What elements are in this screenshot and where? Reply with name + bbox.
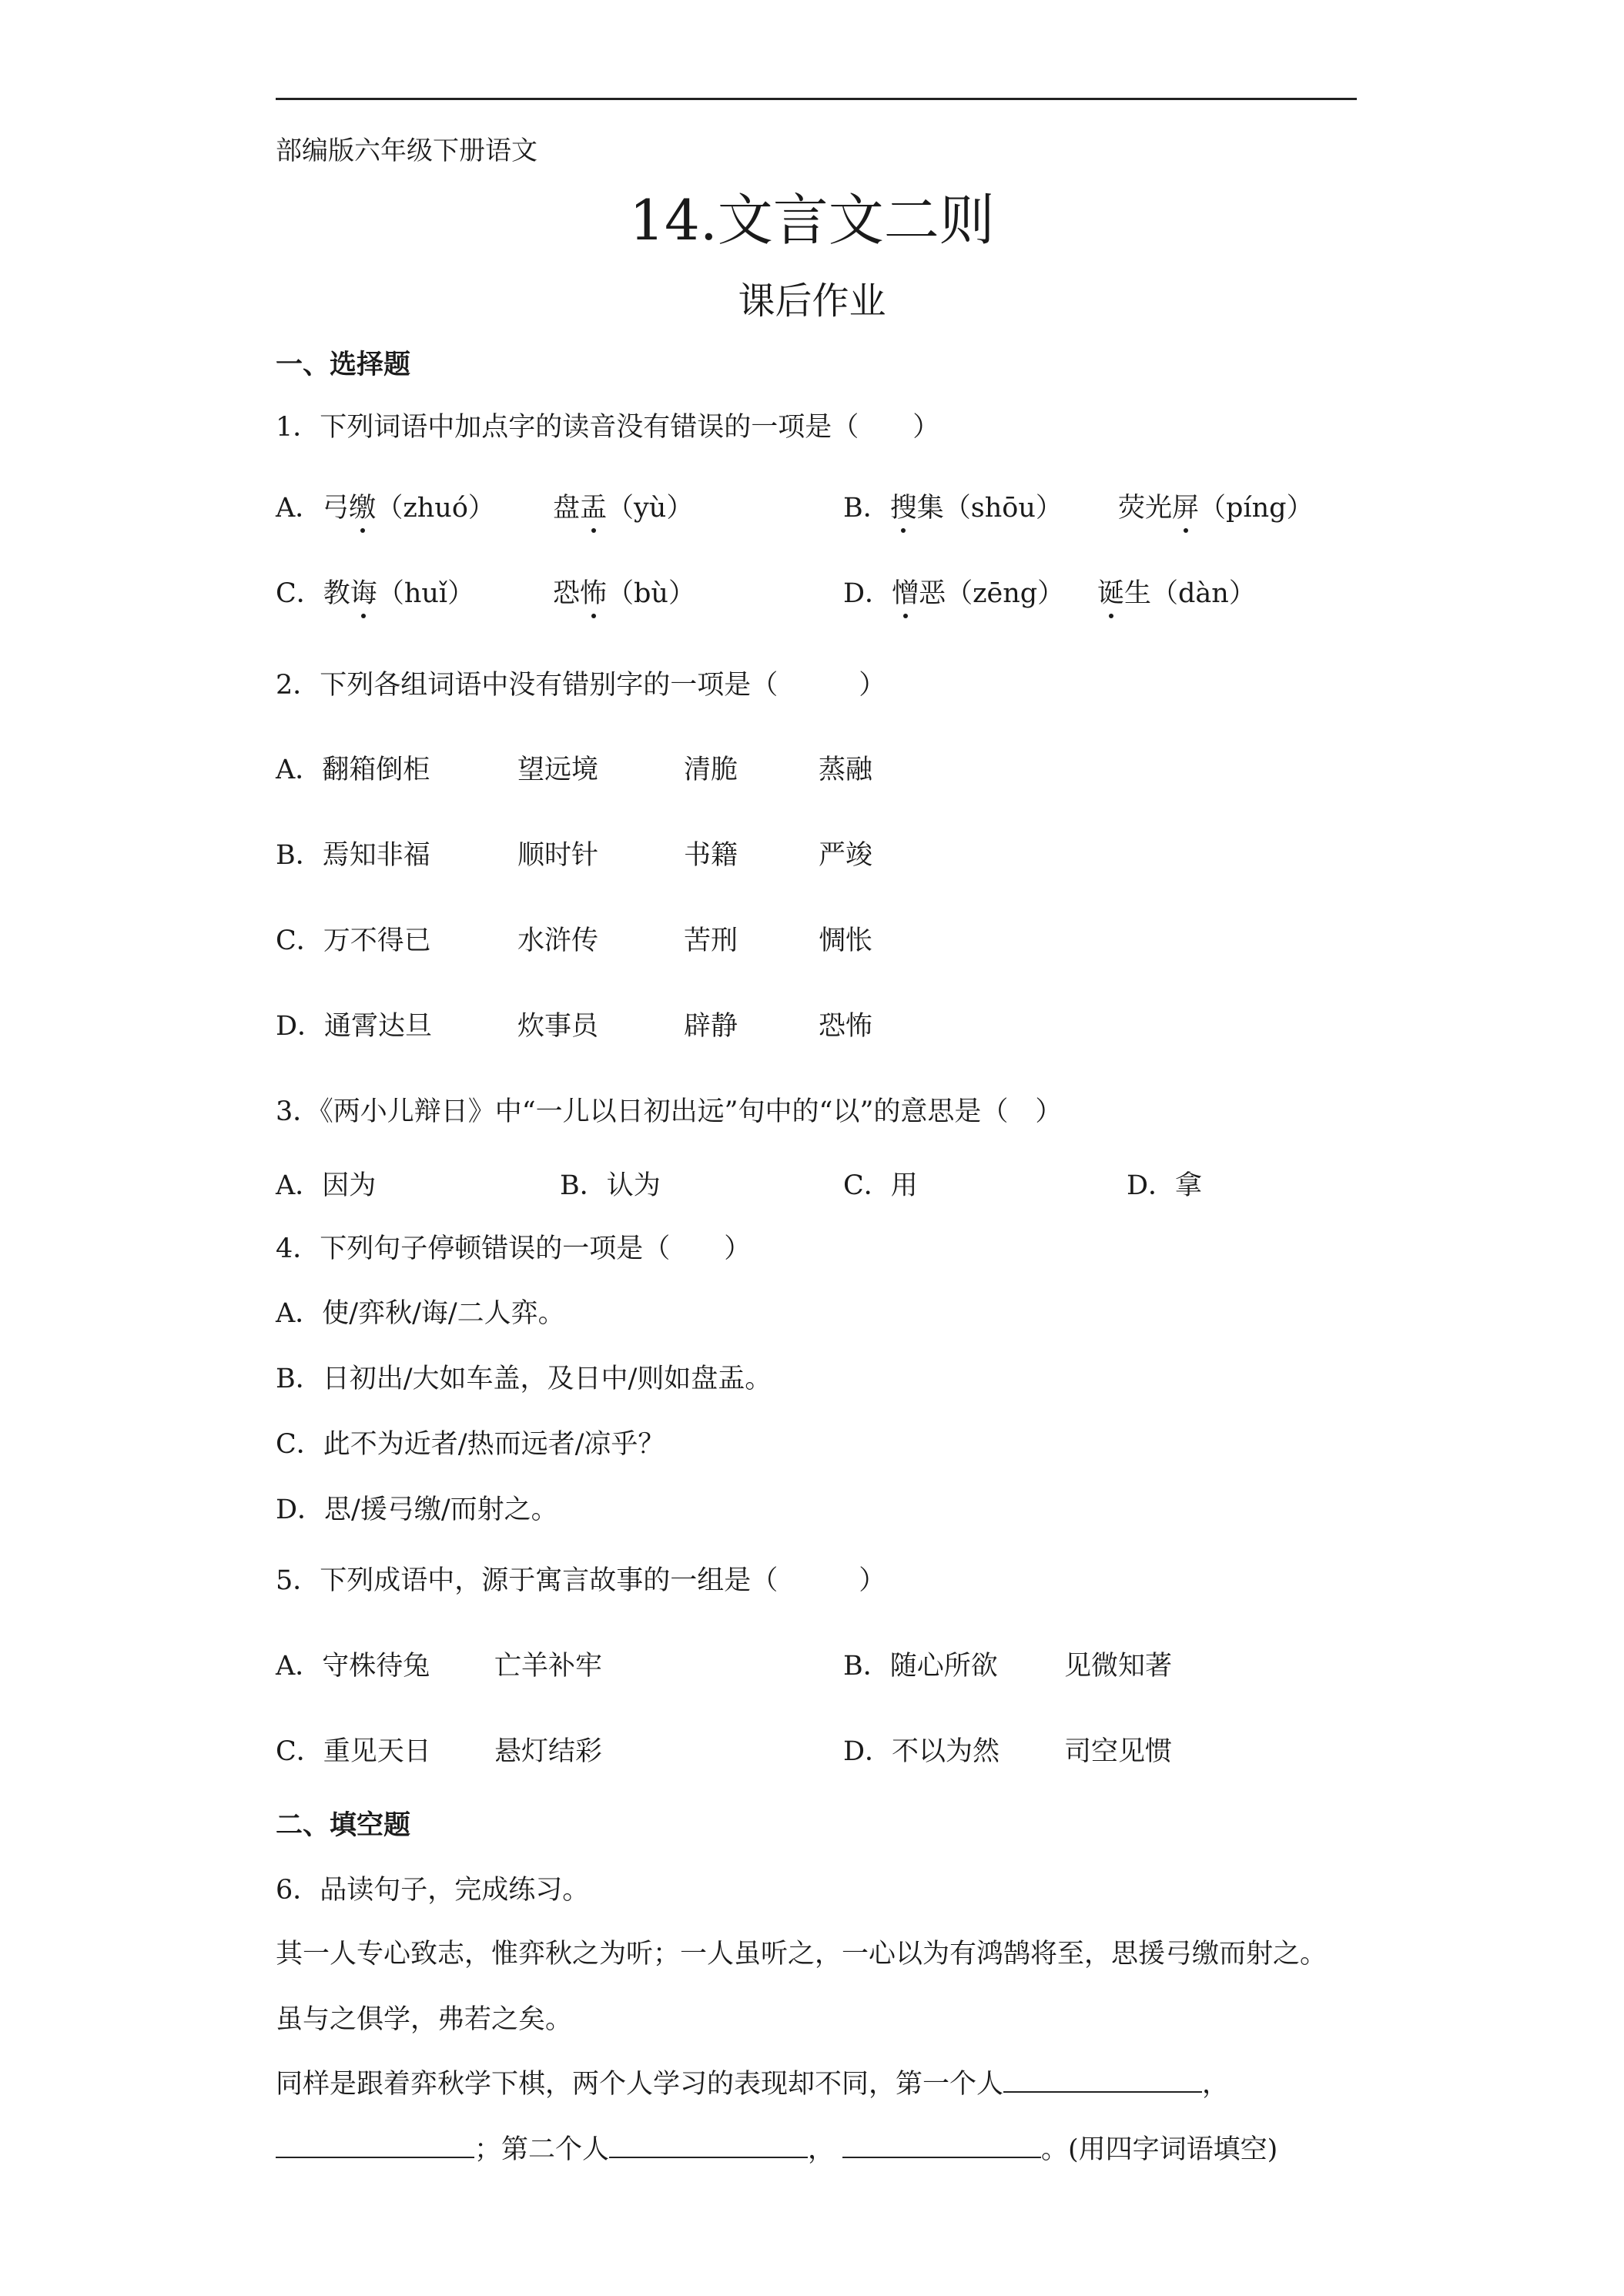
question-1-stem: 1．下列词语中加点字的读音没有错误的一项是（ ）: [276, 412, 940, 443]
q6-fill-line2: ；第二个人 ， 。(用四字词语填空): [276, 2128, 1277, 2167]
question-2-stem: 2．下列各组词语中没有错别字的一项是（ ）: [276, 670, 886, 701]
q2-option-a: A．翻箱倒柜: [276, 755, 430, 785]
q5-option-b-word2: 见微知著: [1064, 1651, 1173, 1682]
section-heading-fill: 二、填空题: [276, 1809, 411, 1841]
q2-option-d-word4: 恐怖: [819, 1011, 873, 1042]
q6-fill-line1: 同样是跟着弈秋学下棋，两个人学习的表现却不同，第一个人 ，: [276, 2069, 1230, 2100]
q6-passage-line2: 虽与之俱学，弗若之矣。: [276, 2004, 573, 2035]
q2-option-d: D．通霄达旦: [276, 1011, 433, 1042]
q6-passage-line1: 其一人专心致志，惟弈秋之为听；一人虽听之，一心以为有鸿鹄将至，思援弓缴而射之。: [276, 1939, 1328, 1970]
q2-option-c-word2: 水浒传: [517, 925, 599, 956]
q5-option-c-word2: 悬灯结彩: [494, 1736, 603, 1767]
q2-option-b-word4: 严竣: [819, 840, 873, 871]
dotted-char: 盂: [580, 487, 607, 525]
q2-option-c: C．万不得已: [276, 925, 431, 956]
q5-option-b: B．随心所欲: [843, 1651, 998, 1682]
q5-option-a-word2: 亡羊补牢: [494, 1651, 603, 1682]
page-title: 14.文言文二则: [629, 188, 995, 253]
page-subtitle: 课后作业: [738, 279, 886, 323]
q3-option-b: B．认为: [560, 1170, 661, 1201]
dotted-char: 诲: [350, 572, 377, 611]
q5-option-d-word2: 司空见惯: [1064, 1736, 1173, 1767]
q4-option-a: A．使/弈秋/诲/二人弈。: [276, 1298, 565, 1329]
q1-option-b-word2: 荧光屏（píng）: [1118, 487, 1314, 525]
q1-option-a: A．弓缴（zhuó）: [276, 487, 495, 525]
q4-option-b: B．日初出/大如车盖，及日中/则如盘盂。: [276, 1364, 772, 1394]
q1-option-c-word2: 恐怖（bù）: [553, 572, 695, 611]
q3-option-a: A．因为: [276, 1170, 377, 1201]
answer-blank-1[interactable]: [1003, 2090, 1202, 2093]
q2-option-b-word3: 书籍: [684, 840, 738, 871]
q1-option-b: B．搜集（shōu）: [843, 487, 1063, 525]
dotted-char: 憎: [892, 572, 919, 611]
q2-option-c-word3: 苦刑: [684, 925, 738, 956]
header-rule: [276, 98, 1357, 100]
q2-option-c-word4: 惆怅: [819, 925, 873, 956]
q2-option-a-word2: 望远境: [517, 755, 599, 785]
q2-option-b: B．焉知非福: [276, 840, 430, 871]
q4-option-d: D．思/援弓缴/而射之。: [276, 1494, 558, 1525]
q5-option-d: D．不以为然: [843, 1736, 1000, 1767]
q2-option-d-word2: 炊事员: [517, 1011, 599, 1042]
q2-option-a-word3: 清脆: [684, 755, 738, 785]
q1-option-a-word2: 盘盂（yù）: [553, 487, 693, 525]
q1-option-d-word2: 诞生（dàn）: [1097, 572, 1256, 611]
question-5-stem: 5．下列成语中，源于寓言故事的一组是（ ）: [276, 1565, 886, 1596]
q1-option-d: D．憎恶（zēng）: [843, 572, 1064, 611]
header-text: 部编版六年级下册语文: [276, 136, 537, 166]
dotted-char: 怖: [580, 572, 607, 611]
q1-option-c: C．教诲（huǐ）: [276, 572, 474, 611]
dotted-char: 缴: [349, 487, 376, 525]
dotted-char: 屏: [1172, 487, 1199, 525]
dotted-char: 诞: [1097, 572, 1124, 611]
q2-option-a-word4: 蒸融: [819, 755, 873, 785]
q2-option-d-word3: 辟静: [684, 1011, 738, 1042]
q3-option-c: C．用: [843, 1170, 918, 1201]
question-4-stem: 4．下列句子停顿错误的一项是（ ）: [276, 1233, 752, 1264]
dotted-char: 搜: [890, 487, 917, 525]
answer-blank-4[interactable]: [842, 2156, 1041, 2158]
answer-blank-2[interactable]: [276, 2156, 474, 2158]
q4-option-c: C．此不为近者/热而远者/凉乎？: [276, 1429, 665, 1460]
question-6-stem: 6．品读句子，完成练习。: [276, 1875, 590, 1906]
section-heading-choice: 一、选择题: [276, 349, 411, 380]
answer-blank-3[interactable]: [609, 2156, 808, 2158]
q3-option-d: D．拿: [1127, 1170, 1203, 1201]
q5-option-c: C．重见天日: [276, 1736, 431, 1767]
q2-option-b-word2: 顺时针: [517, 840, 599, 871]
q5-option-a: A．守株待兔: [276, 1651, 430, 1682]
question-3-stem: 3．《两小儿辩日》中“一儿以日初出远”句中的“以”的意思是（ ）: [276, 1096, 1063, 1127]
